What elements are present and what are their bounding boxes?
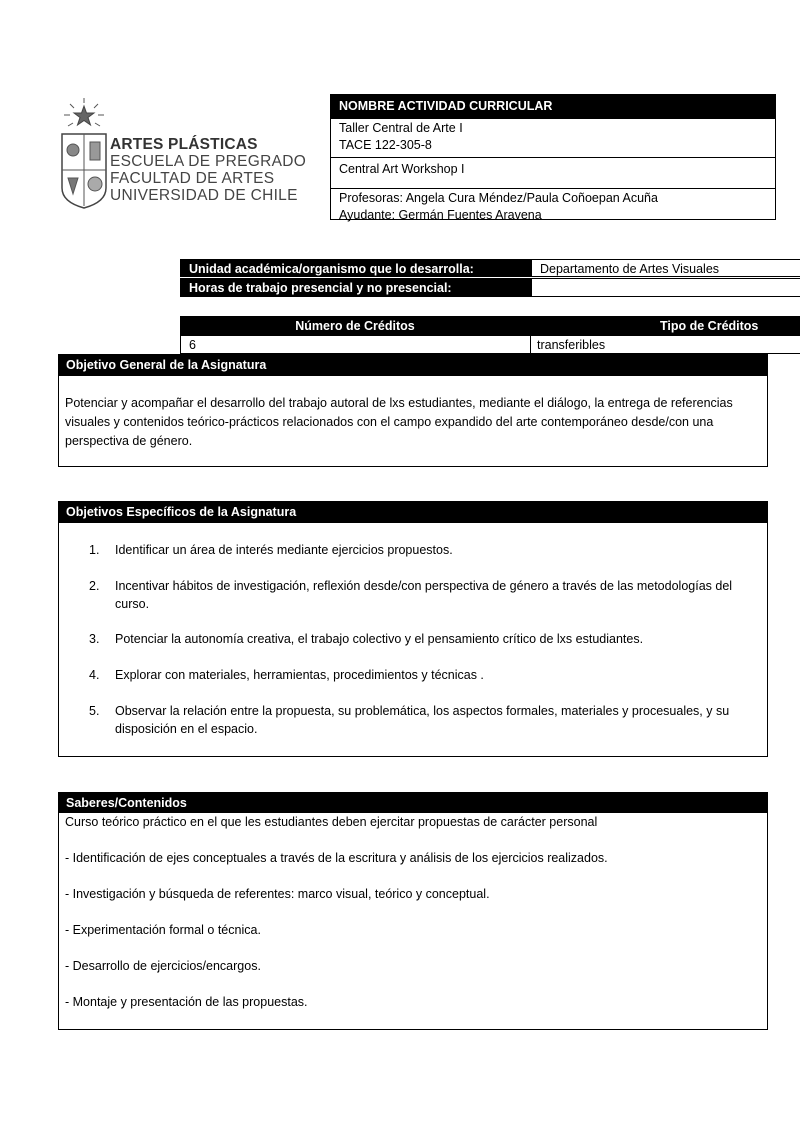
credits-type-label: Tipo de Créditos [660, 319, 759, 333]
credits-header-row [180, 316, 800, 336]
activity-staff-cell [331, 188, 775, 225]
saberes-body [59, 813, 767, 1011]
activity-name: Taller Central de Arte I [339, 121, 463, 135]
list-item-text: Identificar un área de interés mediante ejercicios propuestos. [115, 543, 453, 557]
list-item-number: 3. [89, 632, 100, 646]
activity-header: NOMBRE ACTIVIDAD CURRICULAR [331, 95, 775, 118]
list-item-text: Potenciar la autonomía creativa, el trabajo colectivo y el pensamiento crítico de lxs estudiantes. [115, 632, 644, 646]
unit-row [180, 259, 800, 277]
objetivo-general-section [58, 354, 768, 467]
saberes-section [58, 792, 768, 1030]
list-item: - Desarrollo de ejercicios/encargos. [65, 959, 261, 973]
university-crest-icon [58, 98, 110, 210]
activity-professors: Profesoras: Angela Cura Méndez/Paula Coñoepan Acuña [339, 191, 658, 205]
unit-label: Unidad académica/organismo que lo desarrolla: [181, 260, 539, 276]
saberes-intro: Curso teórico práctico en el que les estudiantes deben ejercitar propuestas de carácter personal [65, 815, 598, 829]
activity-info-box [330, 94, 776, 220]
university-logo [58, 98, 308, 213]
credits-value: 6 [181, 336, 531, 353]
list-item [59, 666, 767, 684]
credits-type-value: transferibles [537, 338, 606, 352]
logo-line-escuela: ESCUELA DE PREGRADO [110, 153, 307, 170]
list-item: - Investigación y búsqueda de referentes: marco visual, teórico y conceptual. [65, 887, 490, 901]
hours-label: Horas de trabajo presencial y no presencial: [181, 279, 539, 296]
hours-row [180, 278, 800, 297]
activity-code: TACE 122-305-8 [339, 138, 432, 152]
list-item: - Montaje y presentación de las propuestas. [65, 995, 308, 1009]
list-item [59, 702, 767, 738]
activity-assistant: Ayudante: Germán Fuentes Aravena [339, 208, 542, 222]
objetivo-general-text: Potenciar y acompañar el desarrollo del trabajo autoral de lxs estudiantes, mediante el diálogo, la entrega de referencias visuales y contenidos teórico-prácticos relacionados con el campo expandido del arte contemporáneo desde/con una perspectiva de género. [65, 396, 733, 448]
list-item: - Identificación de ejes conceptuales a través de la escritura y análisis de los ejercicios realizados. [65, 851, 608, 865]
list-item-number: 2. [89, 579, 100, 593]
list-item [59, 541, 767, 559]
objetivos-especificos-title: Objetivos Específicos de la Asignatura [59, 502, 767, 523]
objetivos-especificos-list [59, 541, 767, 738]
objetivos-especificos-section [58, 501, 768, 757]
saberes-title: Saberes/Contenidos [59, 793, 767, 813]
activity-name-cell [331, 118, 775, 157]
list-item-text: Observar la relación entre la propuesta, su problemática, los aspectos formales, materiales y procesuales, y su disposición en el espacio. [115, 704, 730, 736]
credits-label: Número de Créditos [295, 319, 415, 333]
list-item-text: Incentivar hábitos de investigación, reflexión desde/con perspectiva de género a través de las metodologías del curso. [115, 579, 733, 611]
list-item-number: 5. [89, 704, 100, 718]
hours-value [531, 279, 800, 296]
list-item [59, 577, 767, 613]
credits-value-row [180, 336, 800, 354]
logo-line-facultad: FACULTAD DE ARTES [110, 170, 275, 187]
logo-line-artes: ARTES PLÁSTICAS [110, 136, 258, 153]
list-item: - Experimentación formal o técnica. [65, 923, 261, 937]
objetivo-general-title: Objetivo General de la Asignatura [59, 355, 767, 376]
list-item-number: 1. [89, 543, 100, 557]
list-item-text: Explorar con materiales, herramientas, procedimientos y técnicas . [115, 668, 484, 682]
unit-value: Departamento de Artes Visuales [531, 260, 800, 276]
logo-line-universidad: UNIVERSIDAD DE CHILE [110, 187, 298, 204]
list-item [59, 630, 767, 648]
activity-english-name: Central Art Workshop I [339, 162, 465, 176]
list-item-number: 4. [89, 668, 100, 682]
activity-english-cell [331, 157, 775, 188]
